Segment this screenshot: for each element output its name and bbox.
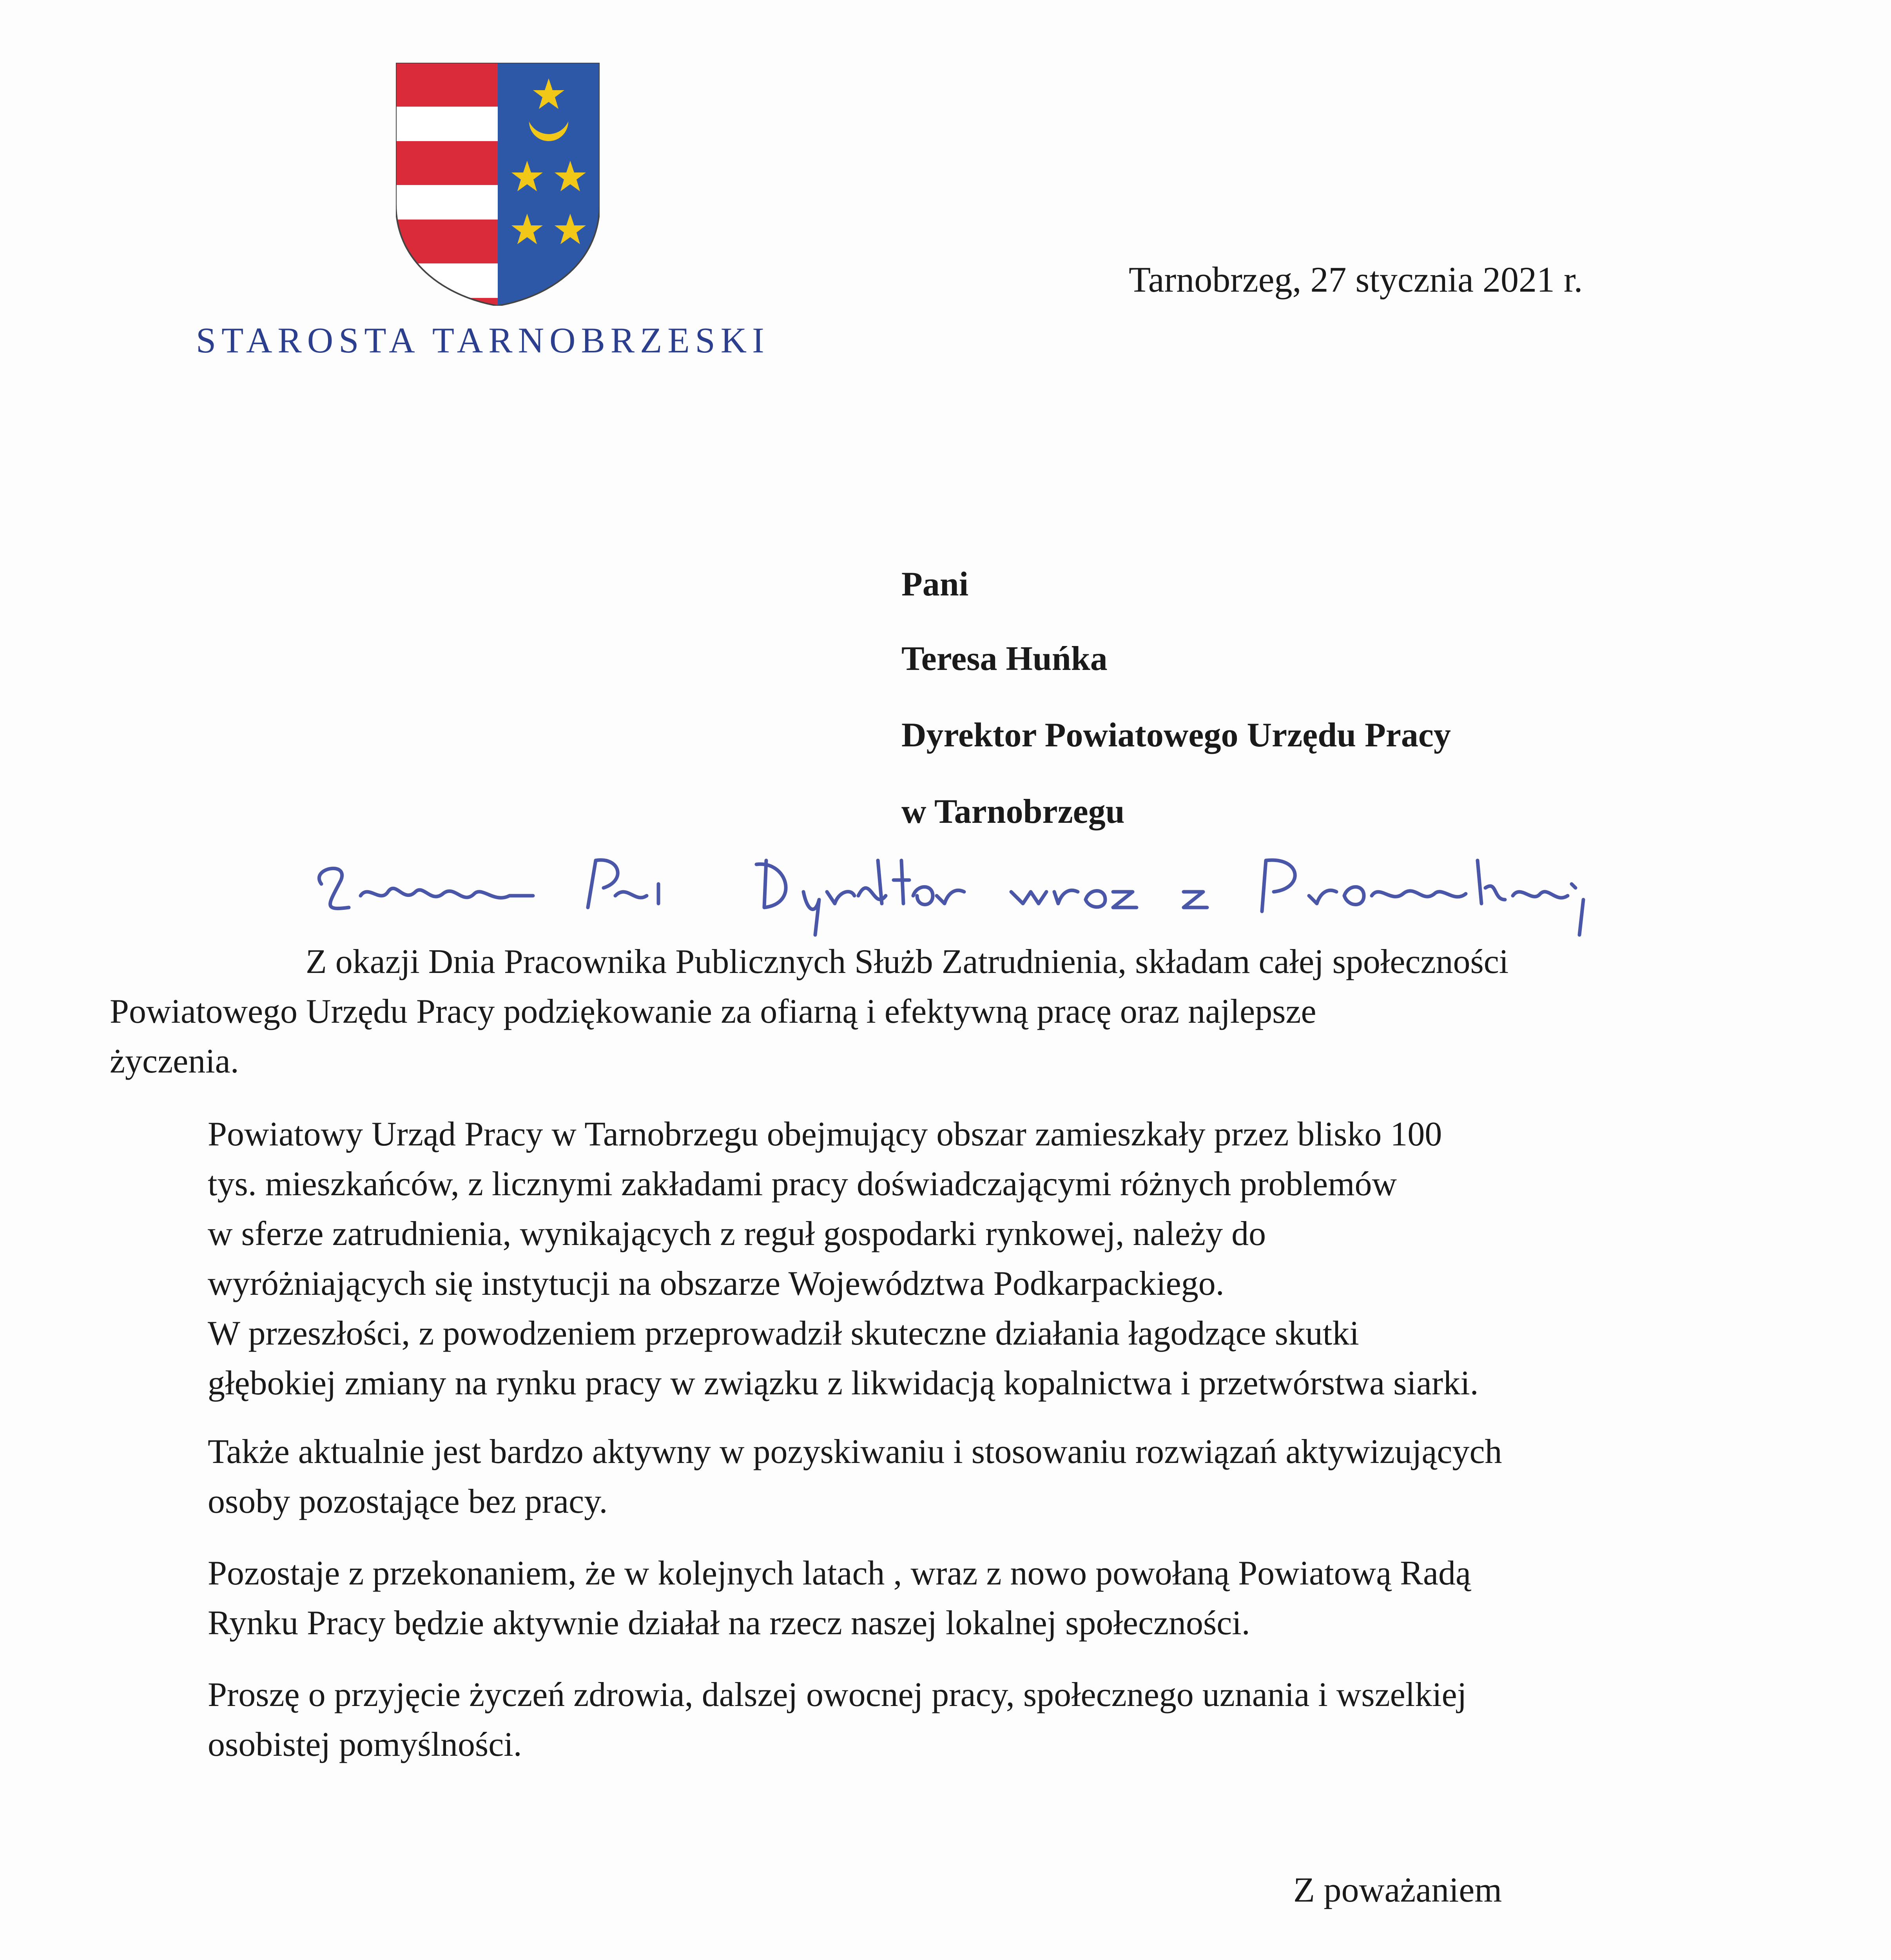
body-line: w sferze zatrudnienia, wynikających z reguł gospodarki rynkowej, należy do bbox=[208, 1215, 1266, 1253]
body-paragraph-5 bbox=[208, 1670, 1693, 1769]
body-line: głębokiej zmiany na rynku pracy w związku z likwidacją kopalnictwa i przetwórstwa siarki. bbox=[208, 1364, 1479, 1402]
body-paragraph-1 bbox=[110, 937, 1693, 1086]
coat-of-arms-icon bbox=[396, 63, 600, 306]
body-line: Pozostaje z przekonaniem, że w kolejnych latach , wraz z nowo powołaną Powiatową Radą bbox=[208, 1554, 1471, 1592]
body-line: Z okazji Dnia Pracownika Publicznych Służb Zatrudnienia, składam całej społeczności bbox=[306, 943, 1509, 981]
body-line: Powiatowego Urzędu Pracy podziękowanie za ofiarną i efektywną pracę oraz najlepsze bbox=[110, 993, 1316, 1031]
closing-phrase: Z poważaniem bbox=[1293, 1871, 1502, 1909]
body-line: Powiatowy Urząd Pracy w Tarnobrzegu obejmujący obszar zamieszkały przez blisko 100 bbox=[208, 1115, 1442, 1153]
body-line: Także aktualnie jest bardzo aktywny w pozyskiwaniu i stosowaniu rozwiązań aktywizujących bbox=[208, 1433, 1502, 1471]
body-line: Rynku Pracy będzie aktywnie działał na rzecz naszej lokalnej społeczności. bbox=[208, 1604, 1250, 1642]
body-line: W przeszłości, z powodzeniem przeprowadził skuteczne działania łagodzące skutki bbox=[208, 1314, 1359, 1352]
body-line: życzenia. bbox=[110, 1042, 239, 1080]
body-line: wyróżniających się instytucji na obszarze Województwa Podkarpackiego. bbox=[208, 1265, 1224, 1303]
body-paragraph-4 bbox=[208, 1548, 1693, 1648]
recipient-location: w Tarnobrzegu bbox=[901, 793, 1125, 831]
body-line: Proszę o przyjęcie życzeń zdrowia, dalszej owocnej pracy, społecznego uznania i wszelkiej bbox=[208, 1676, 1467, 1714]
body-paragraph-2 bbox=[208, 1109, 1693, 1408]
body-paragraph-3 bbox=[208, 1427, 1693, 1526]
recipient-title: Dyrektor Powiatowego Urzędu Pracy bbox=[901, 716, 1451, 754]
body-line: tys. mieszkańców, z licznymi zakładami pracy doświadczającymi różnych problemów bbox=[208, 1165, 1397, 1203]
recipient-salutation: Pani bbox=[901, 565, 969, 603]
body-line: osobistej pomyślności. bbox=[208, 1726, 522, 1764]
letter-date: Tarnobrzeg, 27 stycznia 2021 r. bbox=[1129, 260, 1583, 299]
authority-name: STAROSTA TARNOBRZESKI bbox=[196, 320, 770, 360]
recipient-name: Teresa Huńka bbox=[901, 640, 1108, 678]
body-line: osoby pozostające bez pracy. bbox=[208, 1483, 608, 1521]
